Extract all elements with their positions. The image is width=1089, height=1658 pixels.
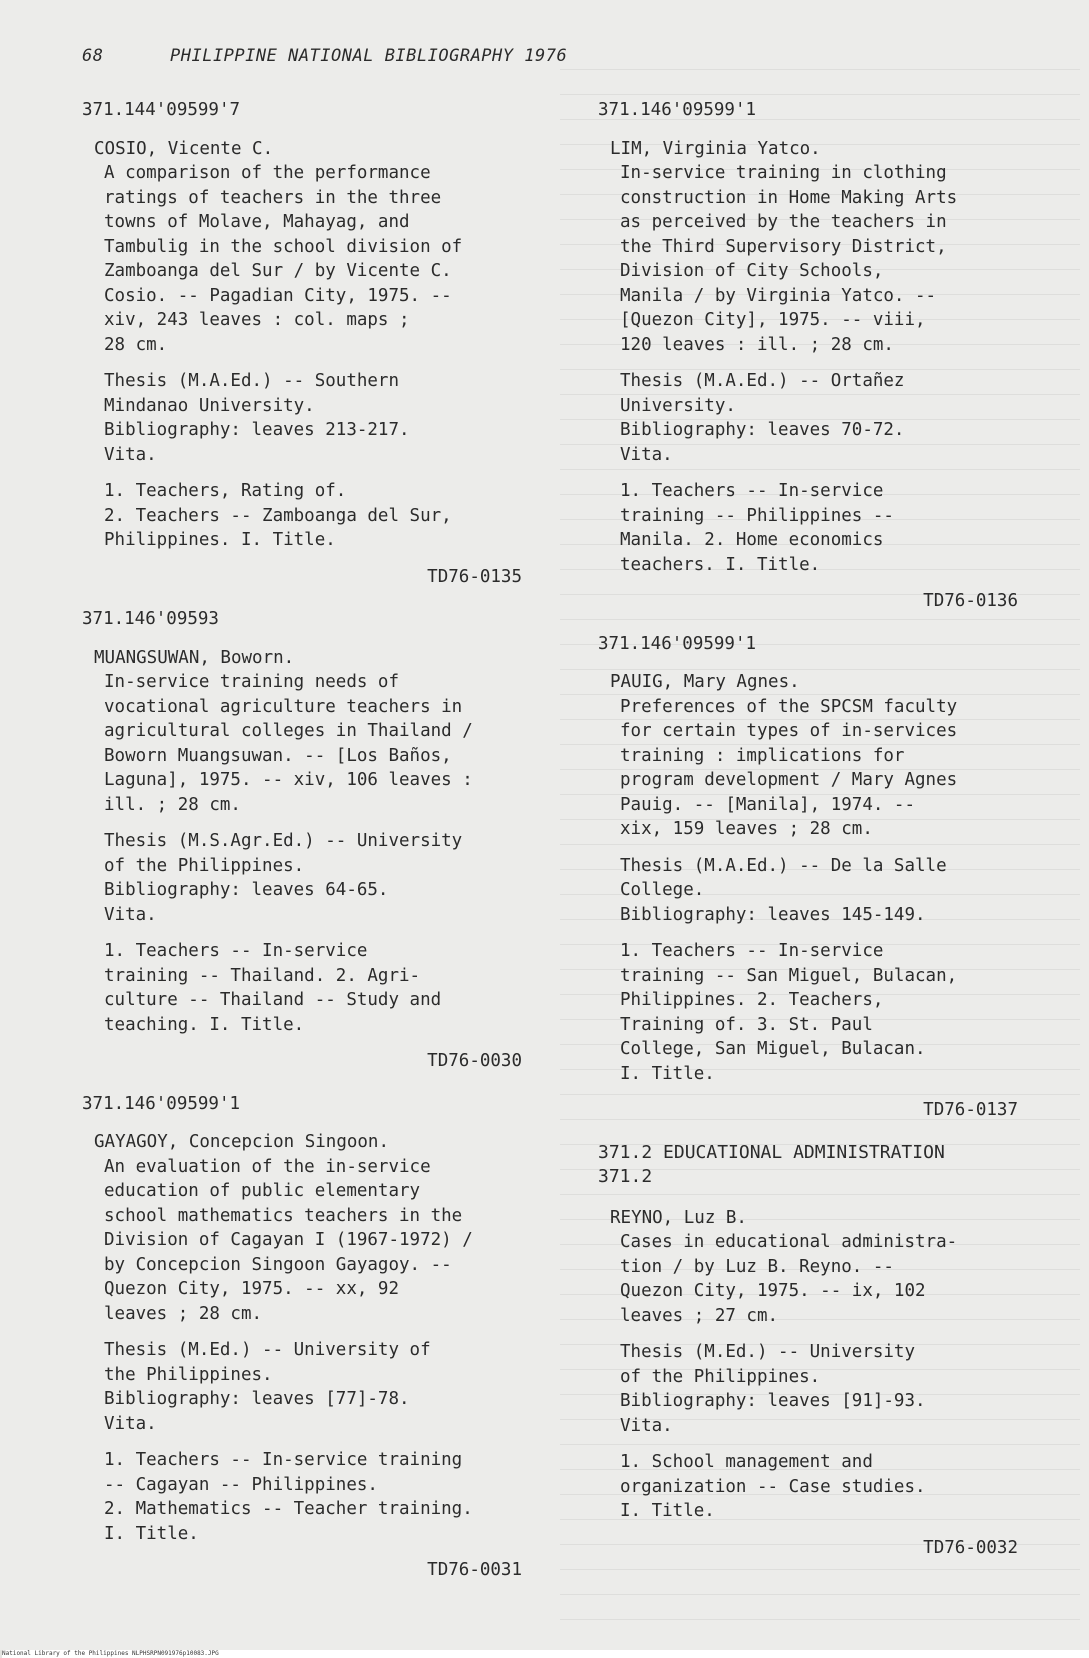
body-line: agricultural colleges in Thailand / [104, 721, 473, 741]
section-title: 371.2 EDUCATIONAL ADMINISTRATION [598, 1141, 945, 1163]
entry-notes [104, 829, 542, 927]
page-number: 68 [82, 46, 104, 66]
catalog-entry [598, 632, 1038, 1123]
entry-author: MUANGSUWAN, Boworn. [94, 647, 295, 668]
note-line: Bibliography: leaves 213-217. [104, 420, 410, 440]
entry-author: GAYAGOY, Concepcion Singoon. [94, 1132, 390, 1152]
tracing-line: I. Title. [620, 1501, 715, 1521]
note-line: Vita. [620, 444, 673, 465]
tracing-line: 1. Teachers, Rating of. [104, 481, 347, 501]
tracing-line: 1. Teachers -- In-service [104, 941, 368, 961]
entry-tracings [104, 939, 542, 1037]
body-line: as perceived by the teachers in [620, 212, 947, 232]
tracing-line: I. Title. [104, 1523, 199, 1544]
note-line: Bibliography: leaves 145-149. [620, 904, 926, 925]
tracing-line: Manila. 2. Home economics [620, 530, 884, 550]
body-line: by Concepcion Singoon Gayagoy. -- [104, 1254, 452, 1275]
body-line: program development / Mary Agnes [620, 770, 958, 790]
td-number: TD76-0136 [923, 591, 1018, 611]
call-number: 371.146'09599'1 [82, 1093, 241, 1114]
entry-tracings [620, 939, 1038, 1086]
scan-footer: National Library of the Philippines NLPHSRPN091976p10083.JPG [2, 1650, 1089, 1658]
entry-body [620, 695, 1038, 842]
tracing-line: teachers. I. Title. [620, 554, 821, 575]
entry-notes [620, 1340, 1038, 1438]
body-line: tion / by Luz B. Reyno. -- [620, 1256, 894, 1277]
catalog-entry [82, 98, 542, 589]
body-line: Division of Cagayan I (1967-1972) / [104, 1230, 473, 1250]
body-line: Pauig. -- [Manila], 1974. -- [620, 794, 916, 815]
entry-body [104, 1155, 542, 1327]
tracing-line: organization -- Case studies. [620, 1476, 926, 1497]
body-line: Quezon City, 1975. -- ix, 102 [620, 1281, 926, 1301]
body-line: Manila / by Virginia Yatco. -- [620, 285, 937, 306]
section-call-number: 371.2 [598, 1166, 653, 1187]
body-line: ratings of teachers in the three [104, 187, 442, 208]
note-line: Bibliography: leaves [77]-78. [104, 1389, 410, 1409]
catalog-entry [598, 98, 1038, 614]
body-line: 28 cm. [104, 334, 168, 355]
entry-body [104, 670, 542, 817]
note-line: Vita. [104, 904, 157, 925]
body-line: Zamboanga del Sur / by Vicente C. [104, 261, 452, 281]
body-line: In-service training needs of [104, 672, 400, 692]
body-line: Quezon City, 1975. -- xx, 92 [104, 1279, 400, 1299]
note-line: Bibliography: leaves [91]-93. [620, 1391, 926, 1411]
tracing-line: training -- San Miguel, Bulacan, [620, 965, 958, 986]
entry-author: COSIO, Vicente C. [94, 138, 274, 159]
note-line: Thesis (M.A.Ed.) -- Southern [104, 371, 400, 391]
note-line: of the Philippines. [104, 855, 305, 876]
body-line: leaves ; 28 cm. [104, 1303, 263, 1324]
td-number: TD76-0032 [923, 1537, 1018, 1558]
tracing-line: College, San Miguel, Bulacan. [620, 1039, 926, 1059]
entry-author: PAUIG, Mary Agnes. [610, 672, 800, 692]
note-line: Vita. [620, 1415, 673, 1436]
entry-body [104, 161, 542, 357]
tracing-line: Philippines. I. Title. [104, 530, 336, 550]
body-line: Laguna], 1975. -- xiv, 106 leaves : [104, 770, 473, 790]
right-column [598, 98, 1038, 1578]
body-line: Division of City Schools, [620, 261, 884, 281]
entry-notes [620, 369, 1038, 467]
body-line: Cases in educational administra- [620, 1232, 958, 1252]
body-line: A comparison of the performance [104, 163, 431, 183]
note-line: Thesis (M.Ed.) -- University of [104, 1340, 431, 1360]
tracing-line: 1. School management and [620, 1452, 873, 1472]
left-column [82, 98, 542, 1601]
tracing-line: -- Cagayan -- Philippines. [104, 1474, 378, 1495]
body-line: In-service training in clothing [620, 163, 947, 183]
tracing-line: 2. Teachers -- Zamboanga del Sur, [104, 505, 452, 526]
body-line: 120 leaves : ill. ; 28 cm. [620, 334, 894, 355]
note-line: the Philippines. [104, 1364, 273, 1385]
entry-notes [104, 1338, 542, 1436]
note-line: Mindanao University. [104, 395, 315, 416]
tracing-line: Philippines. 2. Teachers, [620, 990, 884, 1010]
tracing-line: 1. Teachers -- In-service [620, 481, 884, 501]
note-line: University. [620, 395, 736, 416]
body-line: training : implications for [620, 745, 905, 766]
body-line: [Quezon City], 1975. -- viii, [620, 310, 926, 330]
entry-notes [620, 854, 1038, 928]
tracing-line: 1. Teachers -- In-service [620, 941, 884, 961]
entry-author: LIM, Virginia Yatco. [610, 138, 821, 159]
body-line: school mathematics teachers in the [104, 1205, 463, 1226]
tracing-line: training -- Thailand. 2. Agri- [104, 965, 421, 986]
body-line: Cosio. -- Pagadian City, 1975. -- [104, 285, 452, 306]
entry-body [620, 161, 1038, 357]
running-head [82, 46, 782, 66]
td-number: TD76-0030 [427, 1051, 522, 1071]
body-line: for certain types of in-services [620, 721, 958, 741]
td-number: TD76-0137 [923, 1100, 1018, 1120]
call-number: 371.146'09593 [82, 609, 219, 629]
section-heading [598, 1141, 1038, 1190]
entry-body [620, 1230, 1038, 1328]
note-line: Thesis (M.A.Ed.) -- De la Salle [620, 855, 947, 876]
body-line: leaves ; 27 cm. [620, 1305, 779, 1326]
note-line: Bibliography: leaves 70-72. [620, 420, 905, 440]
call-number: 371.146'09599'1 [598, 100, 757, 120]
note-line: Vita. [104, 1413, 157, 1434]
call-number: 371.144'09599'7 [82, 100, 241, 120]
body-line: construction in Home Making Arts [620, 187, 958, 208]
note-line: Thesis (M.S.Agr.Ed.) -- University [104, 831, 463, 851]
note-line: Thesis (M.A.Ed.) -- Ortañez [620, 371, 905, 391]
tracing-line: teaching. I. Title. [104, 1014, 305, 1035]
body-line: ill. ; 28 cm. [104, 794, 241, 815]
body-line: Preferences of the SPCSM faculty [620, 696, 958, 717]
tracing-line: culture -- Thailand -- Study and [104, 990, 442, 1010]
entry-tracings [104, 1448, 542, 1546]
tracing-line: 2. Mathematics -- Teacher training. [104, 1499, 473, 1519]
section-educational-administration [598, 1141, 1038, 1561]
body-line: Boworn Muangsuwan. -- [Los Baños, [104, 745, 452, 766]
note-line: Thesis (M.Ed.) -- University [620, 1342, 916, 1362]
note-line: Vita. [104, 444, 157, 465]
body-line: xix, 159 leaves ; 28 cm. [620, 819, 873, 839]
body-line: the Third Supervisory District, [620, 236, 947, 257]
entry-tracings [620, 479, 1038, 577]
entry-notes [104, 369, 542, 467]
body-line: An evaluation of the in-service [104, 1156, 431, 1177]
tracing-line: I. Title. [620, 1063, 715, 1084]
tracing-line: training -- Philippines -- [620, 505, 894, 526]
td-number: TD76-0031 [427, 1560, 522, 1580]
tracing-line: Training of. 3. St. Paul [620, 1014, 873, 1035]
body-line: towns of Molave, Mahayag, and [104, 212, 410, 232]
note-line: College. [620, 880, 705, 900]
body-line: vocational agriculture teachers in [104, 696, 463, 717]
tracing-line: 1. Teachers -- In-service training [104, 1450, 463, 1470]
call-number: 371.146'09599'1 [598, 633, 757, 654]
note-line: of the Philippines. [620, 1366, 821, 1387]
catalog-entry [82, 1092, 542, 1583]
td-number: TD76-0135 [427, 566, 522, 587]
body-line: Tambulig in the school division of [104, 236, 463, 257]
catalog-entry [82, 607, 542, 1074]
body-line: education of public elementary [104, 1181, 421, 1201]
note-line: Bibliography: leaves 64-65. [104, 880, 389, 900]
entry-author: REYNO, Luz B. [610, 1207, 747, 1228]
entry-tracings [620, 1450, 1038, 1524]
entry-tracings [104, 479, 542, 553]
body-line: xiv, 243 leaves : col. maps ; [104, 310, 410, 330]
page-title: PHILIPPINE NATIONAL BIBLIOGRAPHY 1976 [170, 46, 568, 66]
